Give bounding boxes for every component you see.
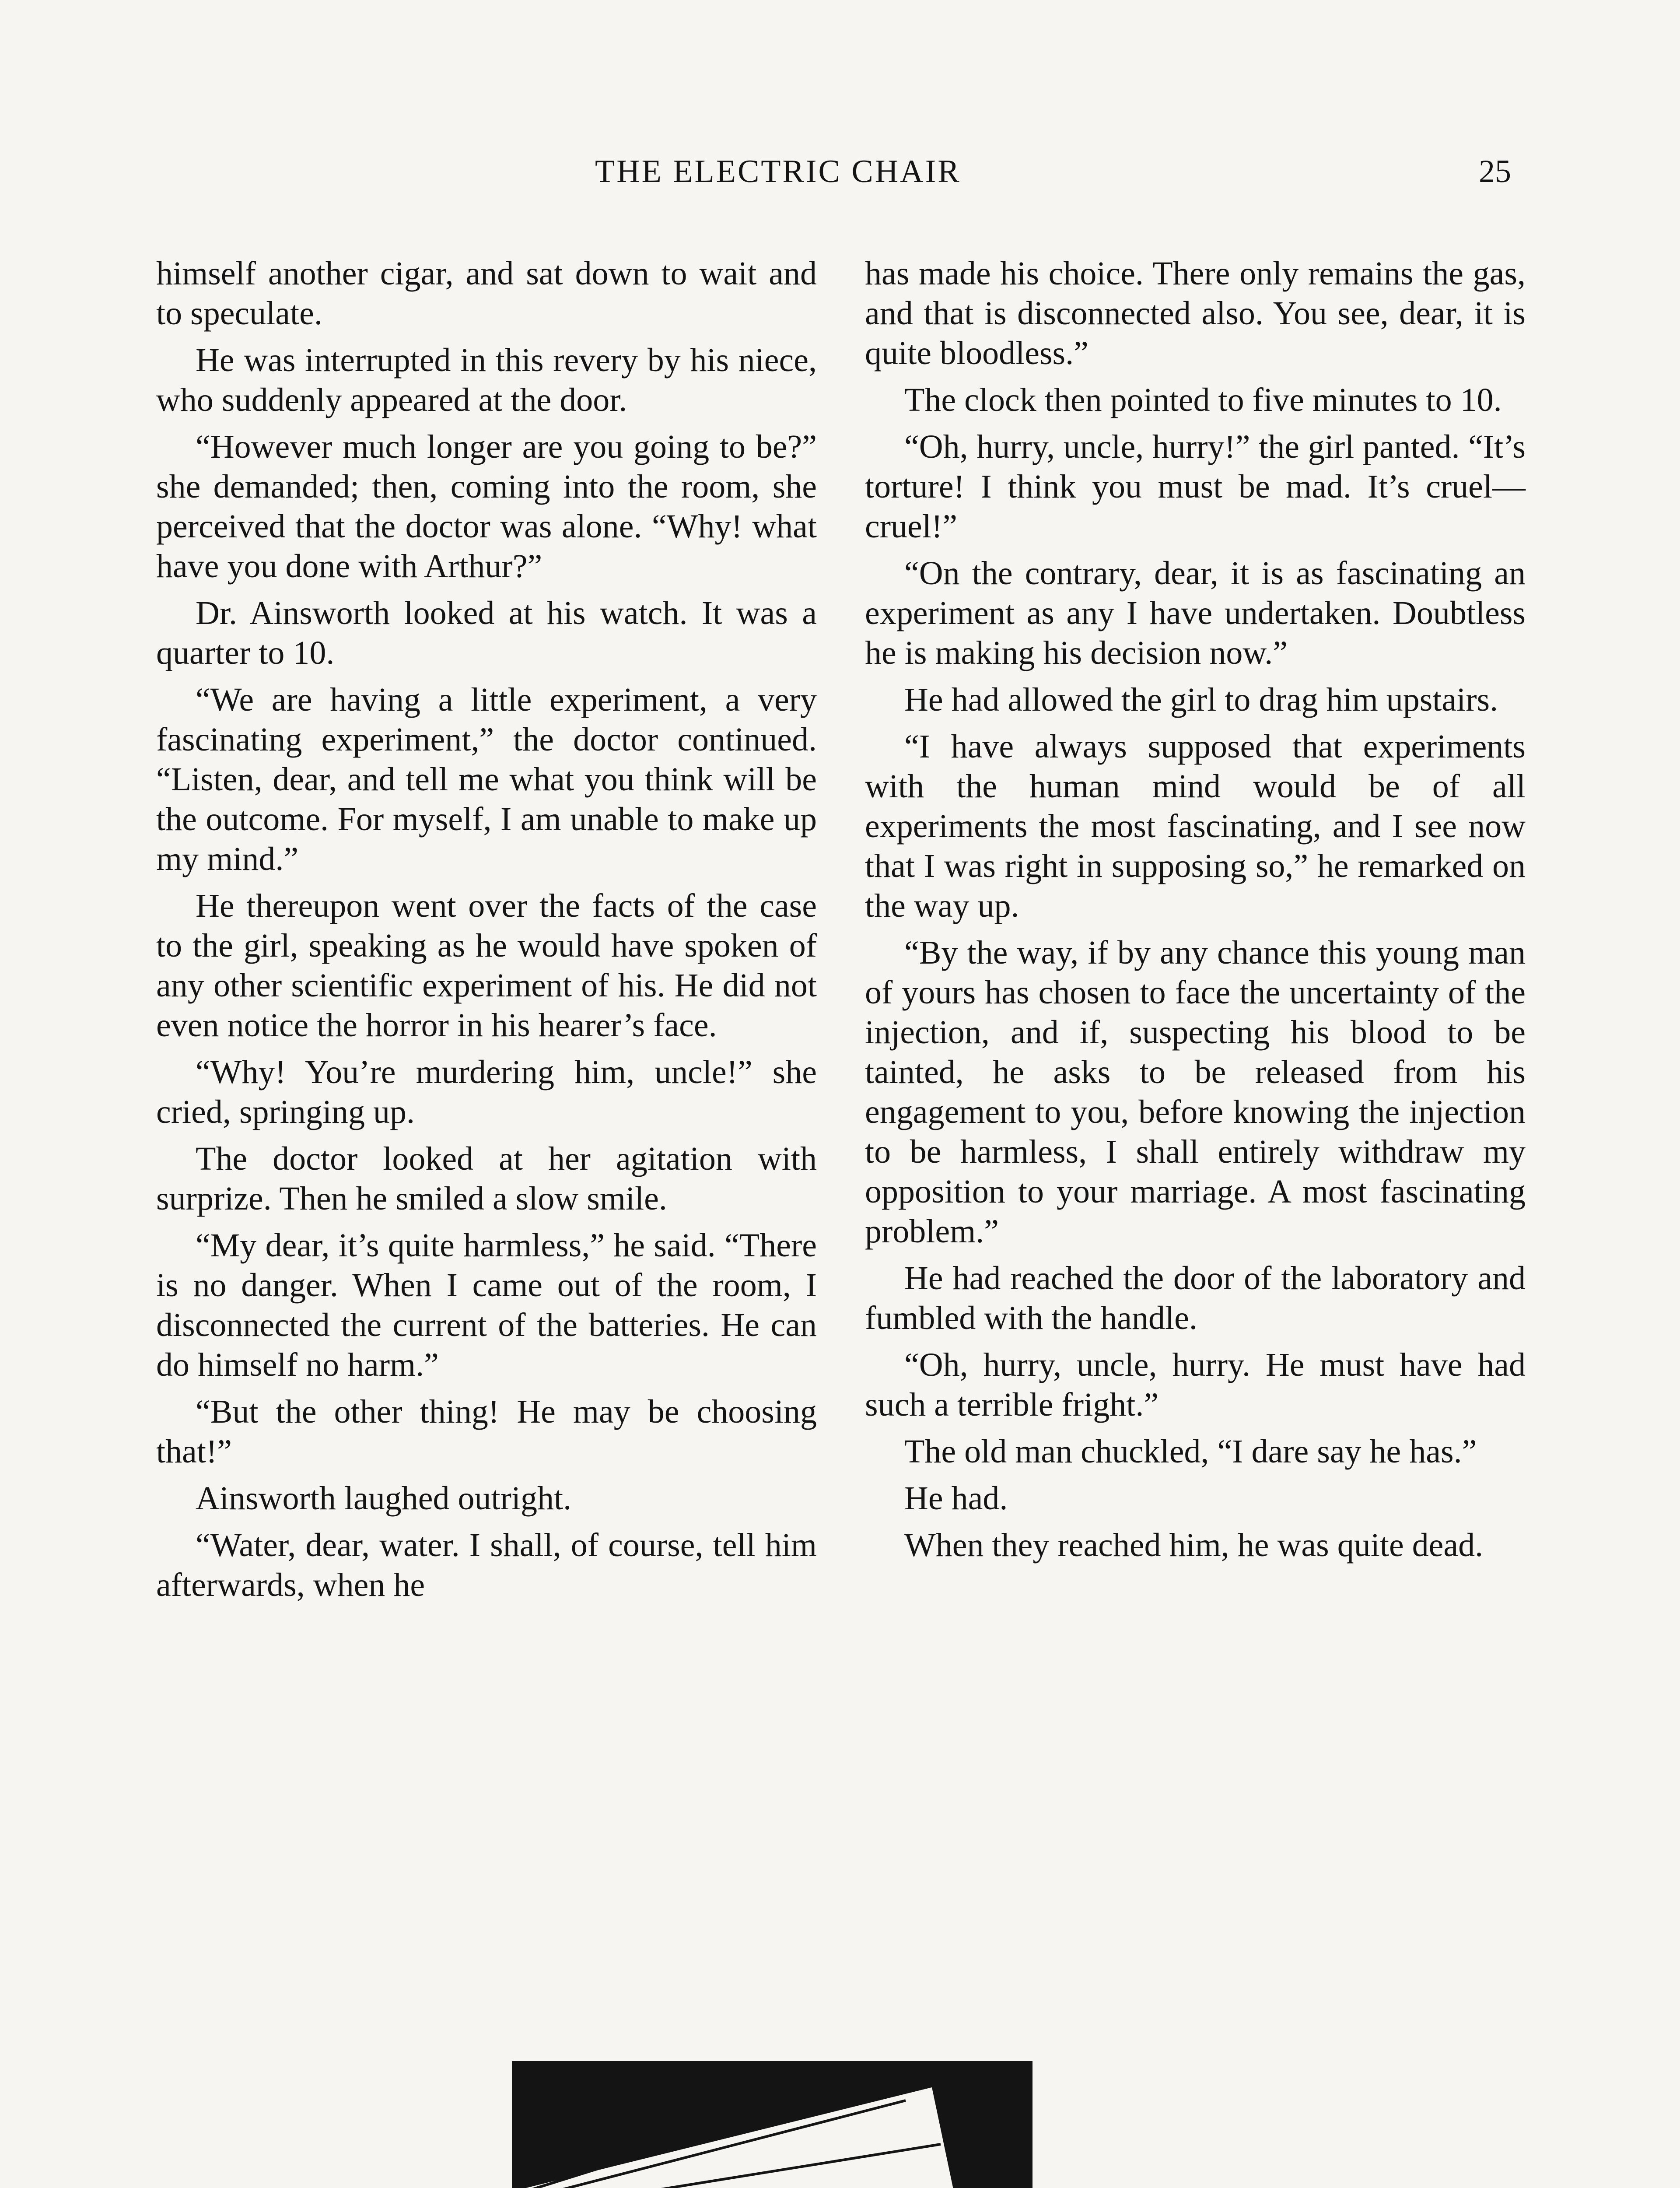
paragraph: “I have always supposed that experiments with the human mind would be of all experiments the most fascinating, and I see now that I was right in supposing so,” he remarked on the way up. [865,728,1526,924]
paragraph: He had reached the door of the laboratory and fumbled with the handle. [865,1260,1526,1336]
paragraph: himself another cigar, and sat down to wait and to speculate. [156,255,817,332]
paragraph: The old man chuckled, “I dare say he has.” [904,1433,1477,1470]
paragraph: “By the way, if by any chance this young man of yours has chosen to face the uncertainty of the injection, and if, suspecting his blood to be tainted, he asks to be released from his engagement to you, before knowing the injection to be harmless, I shall entirely withdraw my opposition to your marriage. A most fascinating problem.” [865,934,1526,1250]
paragraph: He had allowed the girl to drag him upstairs. [904,681,1498,718]
paragraph: Ainsworth laughed outright. [196,1480,572,1517]
paragraph: The doctor looked at her agitation with surprize. Then he smiled a slow smile. [156,1140,817,1217]
end-illustration [162,2048,1531,2188]
left-column [156,254,817,1612]
paragraph: Dr. Ainsworth looked at his watch. It was a quarter to 10. [156,595,817,671]
running-title: THE ELECTRIC CHAIR [595,154,961,189]
paragraph: “On the contrary, dear, it is as fascinating an experiment as any I have undertaken. Doubtless he is making his decision now.” [865,555,1526,671]
paragraph: has made his choice. There only remains the gas, and that is disconnected also. You see, dear, it is quite bloodless.” [865,255,1526,372]
paragraph: “Why! You’re murdering him, uncle!” she cried, springing up. [156,1054,817,1130]
paragraph: “Oh, hurry, uncle, hurry!” the girl panted. “It’s torture! I think you must be mad. It’s cruel—cruel!” [865,428,1526,545]
right-column [865,254,1526,1572]
paragraph: He had. [904,1480,1008,1517]
paragraph: He was interrupted in this revery by his niece, who suddenly appeared at the door. [156,342,817,418]
paragraph: The clock then pointed to five minutes to 10. [904,382,1502,418]
page-header [0,153,1680,201]
paragraph: When they reached him, he was quite dead. [904,1527,1484,1564]
paragraph: “Water, dear, water. I shall, of course, tell him afterwards, when he [156,1527,817,1603]
paragraph: “But the other thing! He may be choosing that!” [156,1393,817,1470]
paragraph: “However much longer are you going to be?” she demanded; then, coming into the room, she perceived that the doctor was alone. “Why! what have you done with Arthur?” [156,428,817,585]
paragraph: “My dear, it’s quite harmless,” he said. “There is no danger. When I came out of the room, I disconnected the current of the batteries. He can do himself no harm.” [156,1227,817,1383]
paragraph: “Oh, hurry, uncle, hurry. He must have had such a terrible fright.” [865,1346,1526,1423]
page-number: 25 [1479,154,1511,189]
paragraph: “We are having a little experiment, a very fascinating experiment,” the doctor continued. “Listen, dear, and tell me what you think will be the outcome. For myself, I am unable to make up my mind.” [156,681,817,877]
paragraph: He thereupon went over the facts of the case to the girl, speaking as he would have spoken of any other scientific experiment of his. He did not even notice the horror in his hearer’s face. [156,887,817,1044]
